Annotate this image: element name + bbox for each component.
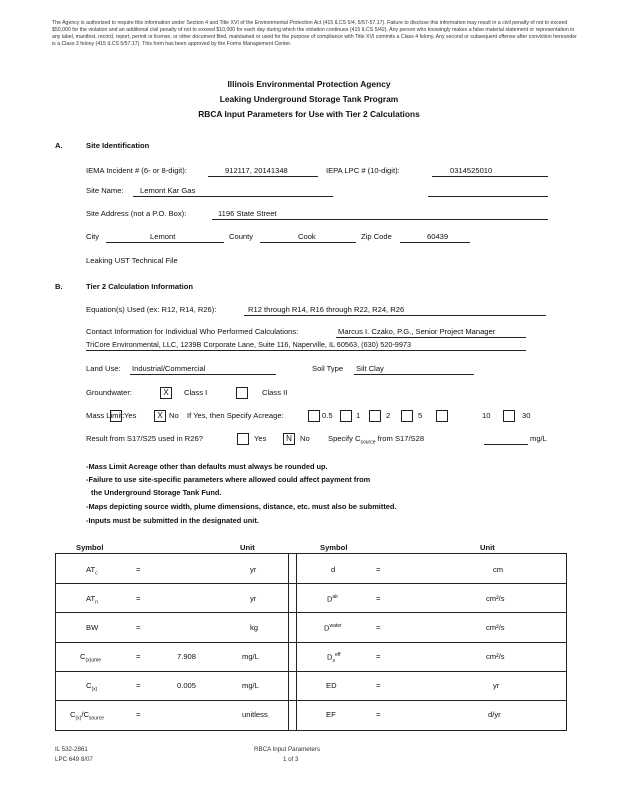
result-no-label: No: [300, 434, 310, 443]
acreage-30-checkbox[interactable]: [503, 410, 515, 422]
value-cume[interactable]: 7.908: [177, 652, 197, 661]
eq-ef: =: [376, 710, 381, 719]
unit-cume: mg/L: [242, 652, 259, 661]
legal-notice: The Agency is authorized to require this information under Section 4 and Title XVI of the Environmental Protection Act (415 ILCS 5/4, 5/57-57.17). Failure to disclose this information may result in a civil penalty of not to exceed $50,000 for the violation and an additional civil penalty of not to exceed $10,000 for each day during which the violation continues (415 ILCS 5/42). Any person who knowingly makes a false material statement or representation in any label, manifest, record, report, permit or license, or other document filed, maintained or used for the purpose of compliance with Title XVI commits a Class 4 felony. Any second or subsequent offense after conviction hereunder is a Class 3 felony (415 ILCS 5/57.17). This form has been approved by the Forms Management Center.: [52, 20, 577, 47]
mass-limit-no-label: No: [169, 411, 179, 420]
note-5: -Inputs must be submitted in the designated unit.: [86, 516, 259, 525]
unit-dseff: cm²/s: [486, 652, 505, 661]
note-4: -Maps depicting source width, plume dimensions, distance, etc. must also be submitted.: [86, 502, 397, 511]
parameter-table: [55, 553, 567, 731]
eq-bw: =: [136, 623, 141, 632]
mass-limit-label: Mass Limit:: [86, 411, 125, 420]
soil-type-value: Silt Clay: [356, 364, 384, 373]
eq-cx: =: [136, 681, 141, 690]
form-number: IL 532-2861: [55, 746, 88, 753]
note-2: -Failure to use site-specific parameters where allowed could affect payment from: [86, 475, 371, 484]
land-use-field[interactable]: [130, 374, 276, 375]
result-no-checkbox[interactable]: N: [283, 433, 295, 445]
table-row-line: [56, 642, 566, 643]
mass-limit-yes-checkbox[interactable]: [110, 410, 122, 422]
specify-prefix: Specify C: [328, 434, 361, 443]
sym-cx: $C_{(x)}$: [86, 681, 98, 693]
sym-atn: $AT_n$: [86, 594, 98, 606]
county-value: Cook: [298, 232, 316, 241]
unit-atc: yr: [250, 565, 257, 574]
soil-type-label: Soil Type: [312, 364, 344, 373]
contact-field-1[interactable]: [336, 337, 526, 338]
unit-ed: yr: [493, 681, 500, 690]
iema-incident-field[interactable]: [208, 176, 318, 177]
section-b-title: Tier 2 Calculation Information: [86, 282, 194, 291]
eq-ed: =: [376, 681, 381, 690]
site-name-value: Lemont Kar Gas: [140, 186, 196, 195]
value-cx[interactable]: 0.005: [177, 681, 197, 690]
iepa-lpc-value: 0314525010: [450, 166, 493, 175]
mass-limit-yes-label: Yes: [124, 411, 137, 420]
table-header-unit-2: Unit: [480, 543, 495, 552]
table-header-unit: Unit: [240, 543, 255, 552]
eq-dwater: =: [376, 623, 381, 632]
acreage-30-label: 30: [522, 411, 531, 420]
groundwater-label: Groundwater:: [86, 388, 133, 397]
eq-cume: =: [136, 652, 141, 661]
table-header-symbol-2: Symbol: [320, 543, 348, 552]
contact-label: Contact Information for Individual Who Performed Calculations:: [86, 327, 299, 336]
eq-atn: =: [136, 594, 141, 603]
city-label: City: [86, 232, 100, 241]
page-number: 1 of 3: [283, 756, 299, 763]
unit-ef: d/yr: [488, 710, 501, 719]
acreage-1-checkbox[interactable]: [340, 410, 352, 422]
site-name-label: Site Name:: [86, 186, 124, 195]
class1-label: Class I: [184, 388, 208, 397]
form-title: RBCA Input Parameters for Use with Tier 2 Calculations: [198, 109, 420, 119]
result-yes-label: Yes: [254, 434, 267, 443]
eq-dair: =: [376, 594, 381, 603]
acreage-10-label: 10: [482, 411, 491, 420]
county-label: County: [229, 232, 254, 241]
table-row-line: [56, 612, 566, 613]
eq-cx-csource: =: [136, 710, 141, 719]
note-1: -Mass Limit Acreage other than defaults must always be rounded up.: [86, 462, 328, 471]
sym-dseff: $D_s^{eff}$: [327, 652, 341, 665]
acreage-0-5-label: 0.5: [322, 411, 333, 420]
acreage-1-label: 1: [356, 411, 361, 420]
sym-dwater: $D^{water}$: [324, 623, 342, 633]
result-yes-checkbox[interactable]: [237, 433, 249, 445]
contact-value-2: TriCore Environmental, LLC, 1239B Corporate Lane, Suite 116, Naperville, IL 60563, (630) 520-9973: [86, 340, 412, 349]
acreage-0-5-checkbox[interactable]: [308, 410, 320, 422]
unit-d: cm: [493, 565, 504, 574]
class1-checkbox[interactable]: X: [160, 387, 172, 399]
table-row-line: [56, 700, 566, 701]
unit-dair: cm²/s: [486, 594, 505, 603]
contact-value-1: Marcus I. Czako, P.G., Senior Project Manager: [338, 327, 496, 336]
zip-value: 60439: [427, 232, 449, 241]
specify-tail: from S17/S28: [377, 434, 425, 443]
eq-atc: =: [136, 565, 141, 574]
mass-limit-no-checkbox[interactable]: X: [154, 410, 166, 422]
section-b-letter: B.: [55, 282, 63, 291]
sym-cx-csource: $C_{(x)}/C_{source}$: [70, 710, 104, 722]
iema-incident-value: 912117, 20141348: [225, 166, 288, 175]
footer-title: RBCA Input Parameters: [254, 746, 321, 753]
unit-cx-csource: unitless: [242, 710, 268, 719]
section-a-title: Site Identification: [86, 141, 150, 150]
unit-dwater: cm²/s: [486, 623, 505, 632]
table-row-line: [56, 671, 566, 672]
acreage-2-checkbox[interactable]: [369, 410, 381, 422]
site-name-field[interactable]: [133, 196, 333, 197]
acreage-5-checkbox[interactable]: [401, 410, 413, 422]
note-3: the Underground Storage Tank Fund.: [91, 488, 222, 497]
tech-file-label: Leaking UST Technical File: [86, 256, 178, 265]
equations-field[interactable]: [244, 315, 546, 316]
section-a-letter: A.: [55, 141, 63, 150]
eq-dseff: =: [376, 652, 381, 661]
site-address-value: 1196 State Street: [218, 209, 277, 218]
sym-atc: $AT_c$: [86, 565, 98, 577]
zip-field[interactable]: [400, 242, 470, 243]
table-row-line: [56, 583, 566, 584]
zip-label: Zip Code: [361, 232, 392, 241]
equations-label: Equation(s) Used (ex: R12, R14, R26):: [86, 305, 217, 314]
eq-d: =: [376, 565, 381, 574]
site-address-label: Site Address (not a P.O. Box):: [86, 209, 187, 218]
acreage-2-label: 2: [386, 411, 391, 420]
result-label: Result from S17/S25 used in R26?: [86, 434, 203, 443]
class2-label: Class II: [262, 388, 288, 397]
csource-unit: mg/L: [530, 434, 547, 443]
form-revision: LPC 649 8/07: [55, 756, 93, 763]
site-name-extra-field[interactable]: [428, 196, 548, 197]
csource-field[interactable]: [484, 444, 528, 445]
soil-type-field[interactable]: [354, 374, 474, 375]
county-field[interactable]: [260, 242, 356, 243]
sym-dair: $D^{air}$: [327, 594, 339, 604]
unit-bw: kg: [250, 623, 259, 632]
specify-sub: source: [360, 439, 376, 446]
land-use-label: Land Use:: [86, 364, 121, 373]
acreage-label: If Yes, then Specify Acreage:: [187, 411, 284, 420]
sym-ef: EF: [326, 710, 336, 719]
acreage-10-checkbox[interactable]: [436, 410, 448, 422]
agency-name: Illinois Environmental Protection Agency: [227, 79, 391, 89]
city-field[interactable]: [106, 242, 224, 243]
sym-ed: ED: [326, 681, 337, 690]
iepa-lpc-label: IEPA LPC # (10-digit):: [326, 166, 400, 175]
class2-checkbox[interactable]: [236, 387, 248, 399]
unit-atn: yr: [250, 594, 257, 603]
specify-csource-label: [328, 434, 424, 446]
land-use-value: Industrial/Commercial: [132, 364, 206, 373]
equations-value: R12 through R14, R16 through R22, R24, R26: [248, 305, 405, 314]
acreage-5-label: 5: [418, 411, 423, 420]
iepa-lpc-field[interactable]: [432, 176, 548, 177]
iema-incident-label: IEMA Incident # (6- or 8-digit):: [86, 166, 187, 175]
sym-cume: $C_{(x)ume}$: [80, 652, 102, 664]
sym-bw: BW: [86, 623, 99, 632]
unit-cx: mg/L: [242, 681, 259, 690]
contact-field-2[interactable]: [86, 350, 526, 351]
site-address-field[interactable]: [212, 219, 548, 220]
city-value: Lemont: [150, 232, 176, 241]
program-name: Leaking Underground Storage Tank Program: [219, 94, 399, 104]
sym-d: d: [331, 565, 336, 574]
table-header-symbol: Symbol: [76, 543, 104, 552]
